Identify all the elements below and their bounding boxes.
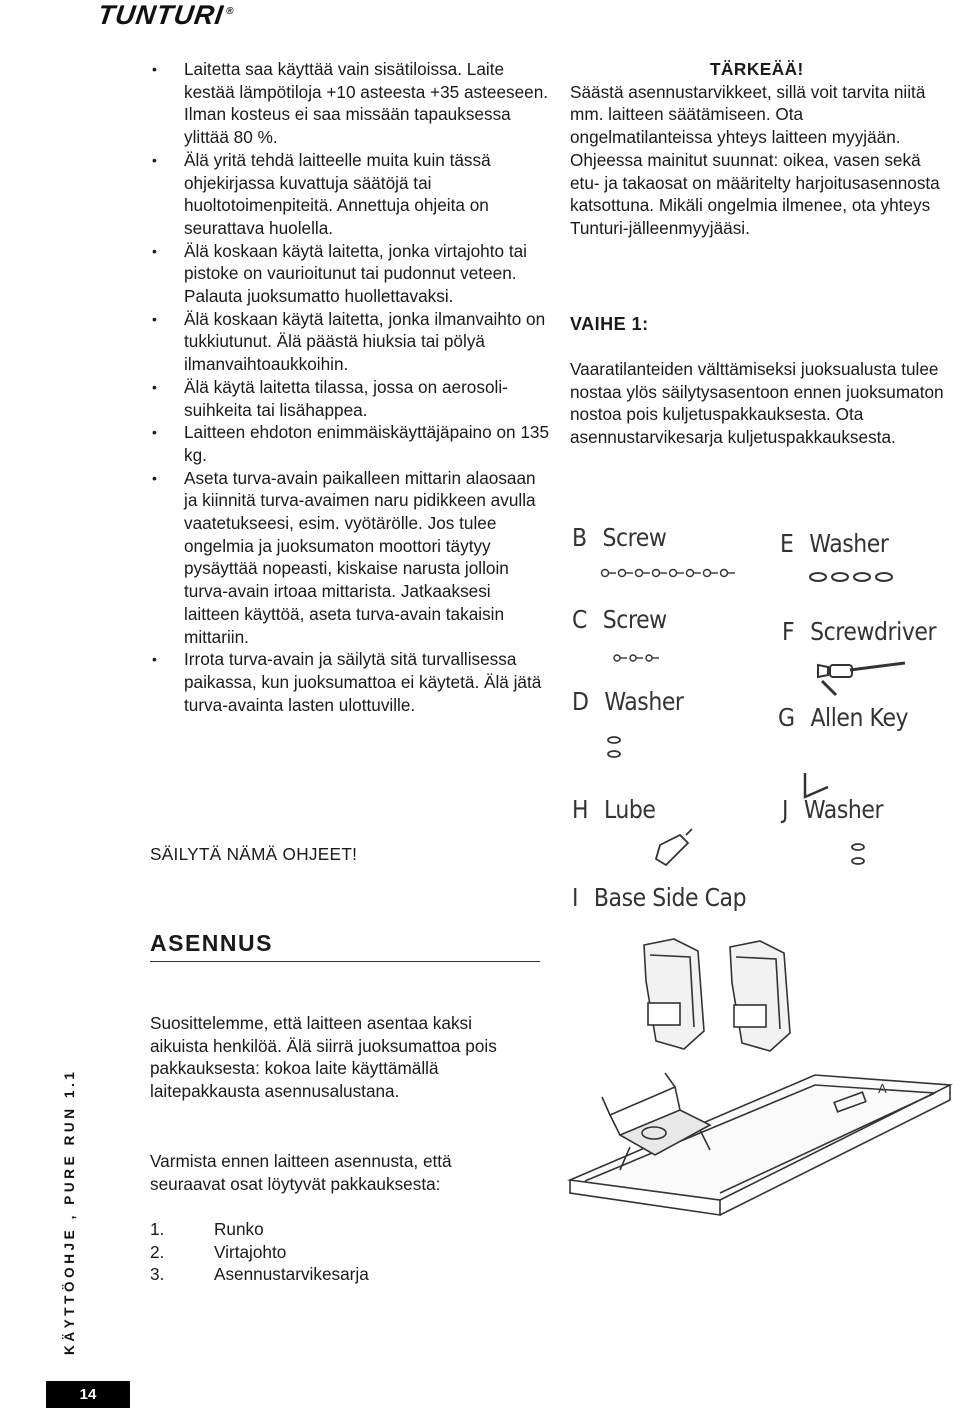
treadmill-label: A bbox=[878, 1081, 887, 1096]
hardware-parts-figure bbox=[560, 515, 960, 935]
part-label-h: H Lube bbox=[572, 795, 656, 824]
important-text: Säästä asennustarvikkeet, sillä voit tarvita niitä mm. laitteen säätämiseen. Ota ongelmatilanteissa yhteys laitteen myyjään. Ohjeessa mainitut suunnat: oikea, vasen sekä etu- ja takaosat on määritelty harjoitusasennosta katsottuna. Mikäli ongelmia ilmenee, ota yhteys Tunturi-jälleenmyyjääsi. bbox=[570, 81, 940, 238]
package-contents-list bbox=[150, 1218, 369, 1286]
safety-bullet: • Laitetta saa käyttää vain sisätiloissa. Laite kestää lämpötiloja +10 asteesta +35 asteeseen. Ilman kosteus ei saa missään tapauksessa ylittää 80 %. bbox=[150, 58, 550, 149]
safety-bullet-list bbox=[150, 58, 550, 716]
part-label-c: C Screw bbox=[572, 605, 667, 634]
part-label-j: J Washer bbox=[782, 795, 884, 824]
washer-icon bbox=[852, 844, 864, 864]
hardware-drawings bbox=[560, 515, 960, 935]
safety-bullet: • Aseta turva-avain paikalleen mittarin alaosaan ja kiinnitä turva-avaimen naru pidikkeen avulla vaatetukseesi, esim. vyötärölle. Jos tulee ongelmia ja juoksumaton moottori täytyy pysäyttää nopeasti, kiskaise narusta jolloin turva-avain irtoaa mittarista. Jatkaaksesi laitteen käyttöä, aseta turva-avain takaisin mittariin. bbox=[150, 467, 550, 649]
screw-icon bbox=[614, 655, 659, 661]
list-item: 3. Asennustarvikesarja bbox=[150, 1264, 369, 1285]
screw-icon bbox=[602, 570, 736, 577]
treadmill-figure bbox=[560, 935, 960, 1295]
step-1-heading: VAIHE 1: bbox=[570, 314, 649, 334]
safety-bullet: • Laitteen ehdoton enimmäiskäyttäjäpaino on 135 kg. bbox=[150, 421, 550, 466]
part-label-f: F Screwdriver bbox=[782, 617, 937, 646]
safety-bullet: • Älä koskaan käytä laitetta, jonka virtajohto tai pistoke on vaurioitunut tai pudonnut veteen. Palauta juoksumatto huollettavaksi. bbox=[150, 240, 550, 308]
tunturi-logo: TUNTURI® bbox=[95, 0, 236, 30]
part-label-g: G Allen Key bbox=[778, 703, 909, 732]
list-item: 2. Virtajohto bbox=[150, 1241, 287, 1262]
washer-icon bbox=[810, 573, 892, 581]
safety-instructions bbox=[150, 58, 550, 716]
safety-bullet: • Älä käytä laitetta tilassa, jossa on aerosoli-suihkeita tai lisähappea. bbox=[150, 376, 550, 421]
save-instructions-note: SÄILYTÄ NÄMÄ OHJEET! bbox=[150, 844, 358, 864]
important-title: TÄRKEÄÄ! bbox=[710, 59, 804, 79]
treadmill-drawing bbox=[560, 935, 960, 1295]
allen-key-icon bbox=[805, 773, 828, 797]
washer-icon bbox=[608, 737, 620, 757]
page-number: 14 bbox=[46, 1381, 130, 1408]
lube-icon bbox=[656, 829, 692, 865]
part-label-i: I Base Side Cap bbox=[572, 883, 747, 912]
assembly-intro: Suosittelemme, että laitteen asentaa kaksi aikuista henkilöä. Älä siirrä juoksumattoa pois pakkauksesta: kokoa laite käyttämällä laitepakkausta asennusalustana. bbox=[150, 1013, 497, 1102]
assembly-heading: ASENNUS bbox=[150, 930, 540, 962]
part-label-e: E Washer bbox=[780, 529, 889, 558]
base-side-cap-icon bbox=[644, 939, 790, 1051]
safety-bullet: • Älä koskaan käytä laitetta, jonka ilmanvaihto on tukkiutunut. Älä päästä hiuksia tai pölyä ilmanvaihtoaukkoihin. bbox=[150, 308, 550, 376]
screwdriver-icon bbox=[818, 663, 905, 695]
part-label-b: B Screw bbox=[572, 523, 667, 552]
part-label-d: D Washer bbox=[572, 687, 684, 716]
step-1-text: Vaaratilanteiden välttämiseksi juoksualusta tulee nostaa ylös säilytysasentoon ennen juoksumaton nostoa pois kuljetuspakkauksesta. Ota asennustarvikesarja kuljetuspakkauksesta. bbox=[570, 359, 944, 448]
safety-bullet: • Älä yritä tehdä laitteelle muita kuin tässä ohjekirjassa kuvattuja säätöjä tai huoltotoimenpiteitä. Annettuja ohjeita on seurattava huolella. bbox=[150, 149, 550, 240]
list-item: 1. Runko bbox=[150, 1219, 264, 1239]
treadmill-icon bbox=[570, 1073, 950, 1215]
important-notice bbox=[570, 58, 950, 240]
safety-bullet: • Irrota turva-avain ja säilytä sitä turvallisessa paikassa, kun juoksumattoa ei käytetä. Älä jätä turva-avainta lasten ulottuville. bbox=[150, 648, 550, 716]
side-manual-title: KÄYTTÖOHJE , PURE RUN 1.1 bbox=[62, 1068, 77, 1355]
assembly-check-text: Varmista ennen laitteen asennusta, että seuraavat osat löytyvät pakkauksesta: bbox=[150, 1151, 452, 1194]
